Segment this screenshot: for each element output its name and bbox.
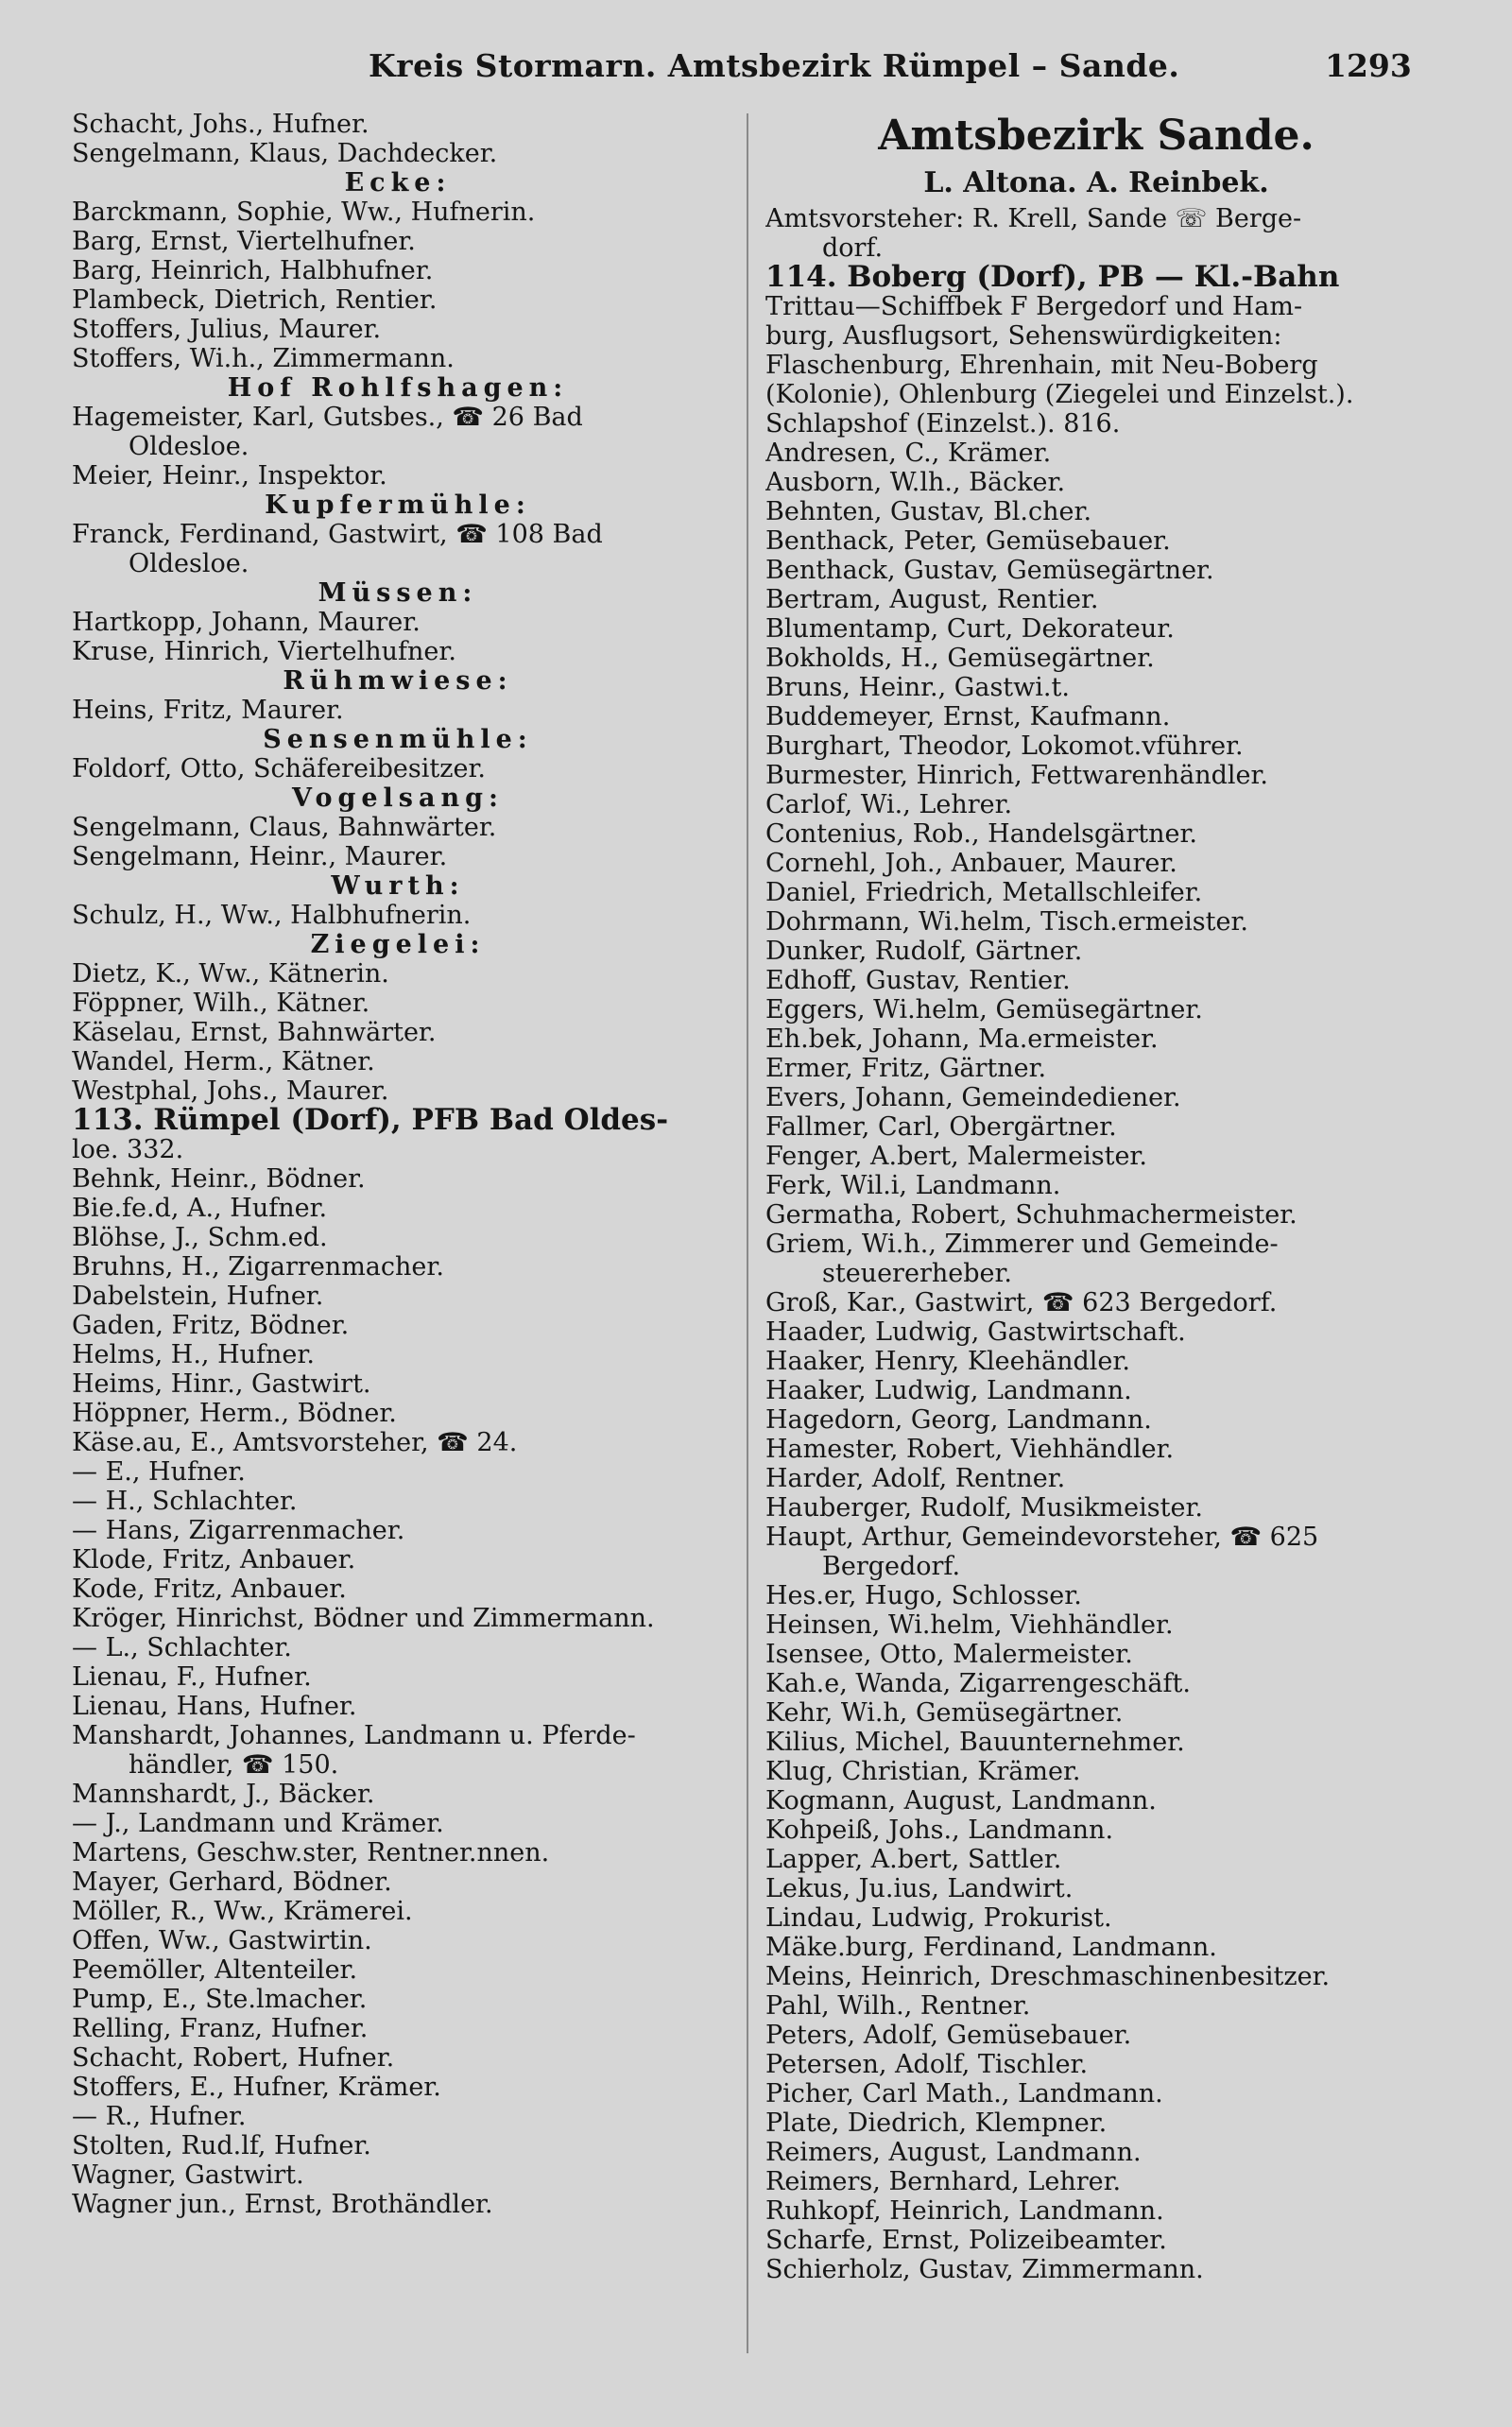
entry-line: Wagner, Gastwirt. (72, 2160, 304, 2190)
locality-heading: Wurth: (331, 871, 465, 901)
entry-line: Heins, Fritz, Maurer. (72, 696, 344, 725)
entry-line: Hagemeister, Karl, Gutsbes., ☎ 26 Bad (72, 403, 583, 432)
entry-line: Ausborn, W.lh., Bäcker. (765, 468, 1066, 497)
locality-heading: Rühmwiese: (283, 666, 513, 696)
entry-line: Lienau, Hans, Hufner. (72, 1692, 357, 1721)
entry-line: Daniel, Friedrich, Metallschleifer. (765, 878, 1203, 907)
entry-line: Burghart, Theodor, Lokomot.vführer. (765, 732, 1244, 761)
entry-line: Schacht, Johs., Hufner. (72, 110, 369, 139)
entry-line: Kilius, Michel, Bauunternehmer. (765, 1728, 1185, 1757)
entry-line: Helms, H., Hufner. (72, 1340, 315, 1369)
entry-line: Bertram, August, Rentier. (765, 585, 1099, 614)
entry-line: Fenger, A.bert, Malermeister. (765, 1142, 1147, 1171)
entry-line: Lienau, F., Hufner. (72, 1662, 312, 1692)
entry-line: Hauberger, Rudolf, Musikmeister. (765, 1493, 1203, 1523)
entry-line: Sengelmann, Klaus, Dachdecker. (72, 139, 498, 168)
entry-line: Andresen, C., Krämer. (765, 439, 1052, 468)
section-title: Amtsbezirk Sande. (878, 112, 1314, 160)
entry-line: Edhoff, Gustav, Rentier. (765, 966, 1071, 995)
entry-line: Carlof, Wi., Lehrer. (765, 790, 1013, 819)
entry-line: Gaden, Fritz, Bödner. (72, 1311, 350, 1340)
column-divider (747, 113, 748, 2353)
entry-line: Dohrmann, Wi.helm, Tisch.ermeister. (765, 907, 1249, 937)
entry-line: — J., Landmann und Krämer. (72, 1809, 444, 1838)
entry-line: — R., Hufner. (72, 2102, 247, 2131)
entry-line: Manshardt, Johannes, Landmann u. Pferde- (72, 1721, 636, 1750)
entry-line: Franck, Ferdinand, Gastwirt, ☎ 108 Bad (72, 520, 603, 549)
entry-line: — E., Hufner. (72, 1457, 246, 1487)
entry-line: Stoffers, E., Hufner, Krämer. (72, 2073, 441, 2102)
entry-line: burg, Ausflugsort, Sehenswürdigkeiten: (765, 321, 1282, 351)
entry-line: Harder, Adolf, Rentner. (765, 1464, 1066, 1493)
entry-line: Peters, Adolf, Gemüsebauer. (765, 2021, 1132, 2050)
entry-line: Dietz, K., Ww., Kätnerin. (72, 959, 389, 989)
entry-line: Hartkopp, Johann, Maurer. (72, 608, 421, 637)
entry-line: Klode, Fritz, Anbauer. (72, 1545, 356, 1575)
entry-line: Kode, Fritz, Anbauer. (72, 1575, 347, 1604)
entry-continuation: händler, ☎ 150. (129, 1750, 339, 1780)
entry-line: Bie.fe.d, A., Hufner. (72, 1194, 328, 1223)
entry-line: Wagner jun., Ernst, Brothändler. (72, 2190, 493, 2219)
entry-line: Kröger, Hinrichst, Bödner und Zimmermann. (72, 1604, 655, 1633)
entry-line: Föppner, Wilh., Kätner. (72, 989, 370, 1018)
entry-line: Lapper, A.bert, Sattler. (765, 1845, 1062, 1874)
entry-line: (Kolonie), Ohlenburg (Ziegelei und Einzelst.). (765, 380, 1354, 409)
entry-line: Barg, Heinrich, Halbhufner. (72, 256, 434, 285)
entry-line: Stoffers, Wi.h., Zimmermann. (72, 344, 455, 373)
entry-line: Contenius, Rob., Handelsgärtner. (765, 819, 1197, 849)
locality-heading: Müssen: (318, 578, 478, 608)
entry-line: Relling, Franz, Hufner. (72, 2014, 369, 2043)
entry-line: Käselau, Ernst, Bahnwärter. (72, 1018, 437, 1047)
entry-line: Stolten, Rud.lf, Hufner. (72, 2131, 371, 2160)
entry-line: Cornehl, Joh., Anbauer, Maurer. (765, 849, 1177, 878)
entry-continuation: Bergedorf. (822, 1552, 961, 1581)
entry-line: Ermer, Fritz, Gärtner. (765, 1054, 1047, 1083)
entry-line: Haader, Ludwig, Gastwirtschaft. (765, 1317, 1186, 1347)
entry-line: Stoffers, Julius, Maurer. (72, 315, 382, 344)
entry-line: Schierholz, Gustav, Zimmermann. (765, 2255, 1204, 2284)
entry-line: Kohpeiß, Johs., Landmann. (765, 1816, 1114, 1845)
running-title: Kreis Stormarn. Amtsbezirk Rümpel – Sande. (369, 47, 1180, 84)
entry-line: Heims, Hinr., Gastwirt. (72, 1369, 371, 1399)
entry-line: Scharfe, Ernst, Polizeibeamter. (765, 2226, 1167, 2255)
entry-line: Haupt, Arthur, Gemeindevorsteher, ☎ 625 (765, 1523, 1319, 1552)
entry-line: Höppner, Herm., Bödner. (72, 1399, 397, 1428)
entry-line: Mäke.burg, Ferdinand, Landmann. (765, 1933, 1217, 1962)
entry-line: Bruhns, H., Zigarrenmacher. (72, 1252, 444, 1282)
entry-line: Ferk, Wil.i, Landmann. (765, 1171, 1061, 1200)
entry-line: Kruse, Hinrich, Viertelhufner. (72, 637, 456, 666)
entry-line: Peemöller, Altenteiler. (72, 1955, 358, 1985)
entry-line: Mayer, Gerhard, Bödner. (72, 1868, 392, 1897)
entry-line: Hamester, Robert, Viehhändler. (765, 1435, 1175, 1464)
entry-line: Sengelmann, Claus, Bahnwärter. (72, 813, 497, 842)
village-heading: 114. Boberg (Dorf), PB — Kl.-Bahn (765, 263, 1340, 292)
locality-heading: Ecke: (344, 168, 452, 198)
entry-line: Eggers, Wi.helm, Gemüsegärtner. (765, 995, 1203, 1024)
entry-line: — H., Schlachter. (72, 1487, 298, 1516)
locality-heading: Ziegelei: (310, 930, 486, 959)
entry-line: Mannshardt, J., Bäcker. (72, 1780, 375, 1809)
section-subtitle: L. Altona. A. Reinbek. (923, 166, 1269, 199)
entry-line: Martens, Geschw.ster, Rentner.nnen. (72, 1838, 550, 1868)
entry-line: Klug, Christian, Krämer. (765, 1757, 1081, 1786)
entry-line: Haaker, Henry, Kleehändler. (765, 1347, 1130, 1376)
entry-continuation: Oldesloe. (129, 432, 249, 461)
entry-line: Bokholds, H., Gemüsegärtner. (765, 644, 1155, 673)
entry-line: Barckmann, Sophie, Ww., Hufnerin. (72, 198, 536, 227)
entry-line: Germatha, Robert, Schuhmachermeister. (765, 1200, 1297, 1230)
entry-line: Trittau—Schiffbek F Bergedorf und Ham- (765, 292, 1303, 321)
entry-line: Benthack, Peter, Gemüsebauer. (765, 526, 1171, 556)
village-heading: 113. Rümpel (Dorf), PFB Bad Oldes- (72, 1106, 669, 1135)
entry-line: Petersen, Adolf, Tischler. (765, 2050, 1089, 2079)
entry-line: Reimers, August, Landmann. (765, 2138, 1142, 2167)
entry-line: Plambeck, Dietrich, Rentier. (72, 285, 438, 315)
entry-line: Kah.e, Wanda, Zigarrengeschäft. (765, 1669, 1191, 1698)
entry-line: Foldorf, Otto, Schäfereibesitzer. (72, 754, 486, 783)
entry-line: Buddemeyer, Ernst, Kaufmann. (765, 702, 1171, 732)
entry-line: Meier, Heinr., Inspektor. (72, 461, 387, 491)
locality-heading: Hof Rohlfshagen: (227, 373, 569, 403)
entry-line: Eh.bek, Johann, Ma.ermeister. (765, 1024, 1159, 1054)
entry-continuation: Oldesloe. (129, 549, 249, 578)
page-number: 1293 (1325, 47, 1412, 84)
entry-line: Behnk, Heinr., Bödner. (72, 1164, 366, 1194)
entry-line: Groß, Kar., Gastwirt, ☎ 623 Bergedorf. (765, 1288, 1278, 1317)
entry-line: Plate, Diedrich, Klempner. (765, 2109, 1108, 2138)
locality-heading: Kupfermühle: (265, 491, 531, 520)
entry-line: Kehr, Wi.h, Gemüsegärtner. (765, 1698, 1124, 1728)
entry-line: Meins, Heinrich, Dreschmaschinenbesitzer. (765, 1962, 1331, 1991)
entry-continuation: dorf. (822, 233, 884, 263)
entry-line: Lindau, Ludwig, Prokurist. (765, 1903, 1112, 1933)
entry-line: Griem, Wi.h., Zimmerer und Gemeinde- (765, 1230, 1279, 1259)
entry-line: Behnten, Gustav, Bl.cher. (765, 497, 1092, 526)
locality-heading: Vogelsang: (292, 783, 504, 813)
entry-line: Blumentamp, Curt, Dekorateur. (765, 614, 1175, 644)
entry-line: Benthack, Gustav, Gemüsegärtner. (765, 556, 1214, 585)
entry-continuation: steuererheber. (822, 1259, 1012, 1288)
entry-line: Sengelmann, Heinr., Maurer. (72, 842, 448, 871)
entry-line: — L., Schlachter. (72, 1633, 292, 1662)
entry-line: Schulz, H., Ww., Halbhufnerin. (72, 901, 472, 930)
entry-line: Pahl, Wilh., Rentner. (765, 1991, 1031, 2021)
entry-line: Isensee, Otto, Malermeister. (765, 1640, 1133, 1669)
entry-line: Kogmann, August, Landmann. (765, 1786, 1157, 1816)
entry-line: Amtsvorsteher: R. Krell, Sande ☏ Berge- (765, 204, 1302, 233)
entry-line: Lekus, Ju.ius, Landwirt. (765, 1874, 1074, 1903)
entry-line: Haaker, Ludwig, Landmann. (765, 1376, 1132, 1405)
page-header (0, 38, 1512, 95)
entry-line: Fallmer, Carl, Obergärtner. (765, 1112, 1117, 1142)
entry-line: Bruns, Heinr., Gastwi.t. (765, 673, 1070, 702)
entry-line: Barg, Ernst, Viertelhufner. (72, 227, 416, 256)
entry-line: Offen, Ww., Gastwirtin. (72, 1926, 372, 1955)
entry-line: Pump, E., Ste.lmacher. (72, 1985, 368, 2014)
entry-line: Dunker, Rudolf, Gärtner. (765, 937, 1083, 966)
right-column (765, 110, 1427, 2284)
right-column-lines (765, 204, 1427, 2284)
entry-line: Evers, Johann, Gemeindediener. (765, 1083, 1181, 1112)
entry-line: Westphal, Johs., Maurer. (72, 1076, 389, 1106)
entry-line: Wandel, Herm., Kätner. (72, 1047, 375, 1076)
entry-line: Blöhse, J., Schm.ed. (72, 1223, 328, 1252)
entry-line: Schlapshof (Einzelst.). 816. (765, 409, 1121, 439)
entry-line: Flaschenburg, Ehrenhain, mit Neu-Boberg (765, 351, 1318, 380)
entry-line: — Hans, Zigarrenmacher. (72, 1516, 405, 1545)
entry-line: Schacht, Robert, Hufner. (72, 2043, 395, 2073)
entry-line: Hes.er, Hugo, Schlosser. (765, 1581, 1082, 1610)
entry-line: Heinsen, Wi.helm, Viehhändler. (765, 1610, 1174, 1640)
entry-line: Möller, R., Ww., Krämerei. (72, 1897, 413, 1926)
entry-line: Picher, Carl Math., Landmann. (765, 2079, 1163, 2109)
entry-line: Hagedorn, Georg, Landmann. (765, 1405, 1152, 1435)
locality-heading: Sensenmühle: (263, 725, 533, 754)
entry-line: Ruhkopf, Heinrich, Landmann. (765, 2196, 1164, 2226)
entry-line: Reimers, Bernhard, Lehrer. (765, 2167, 1122, 2196)
entry-line: Burmester, Hinrich, Fettwarenhändler. (765, 761, 1269, 790)
entry-line: Käse.au, E., Amtsvorsteher, ☎ 24. (72, 1428, 518, 1457)
left-column (72, 110, 724, 2219)
entry-line: loe. 332. (72, 1135, 184, 1164)
entry-line: Dabelstein, Hufner. (72, 1282, 324, 1311)
